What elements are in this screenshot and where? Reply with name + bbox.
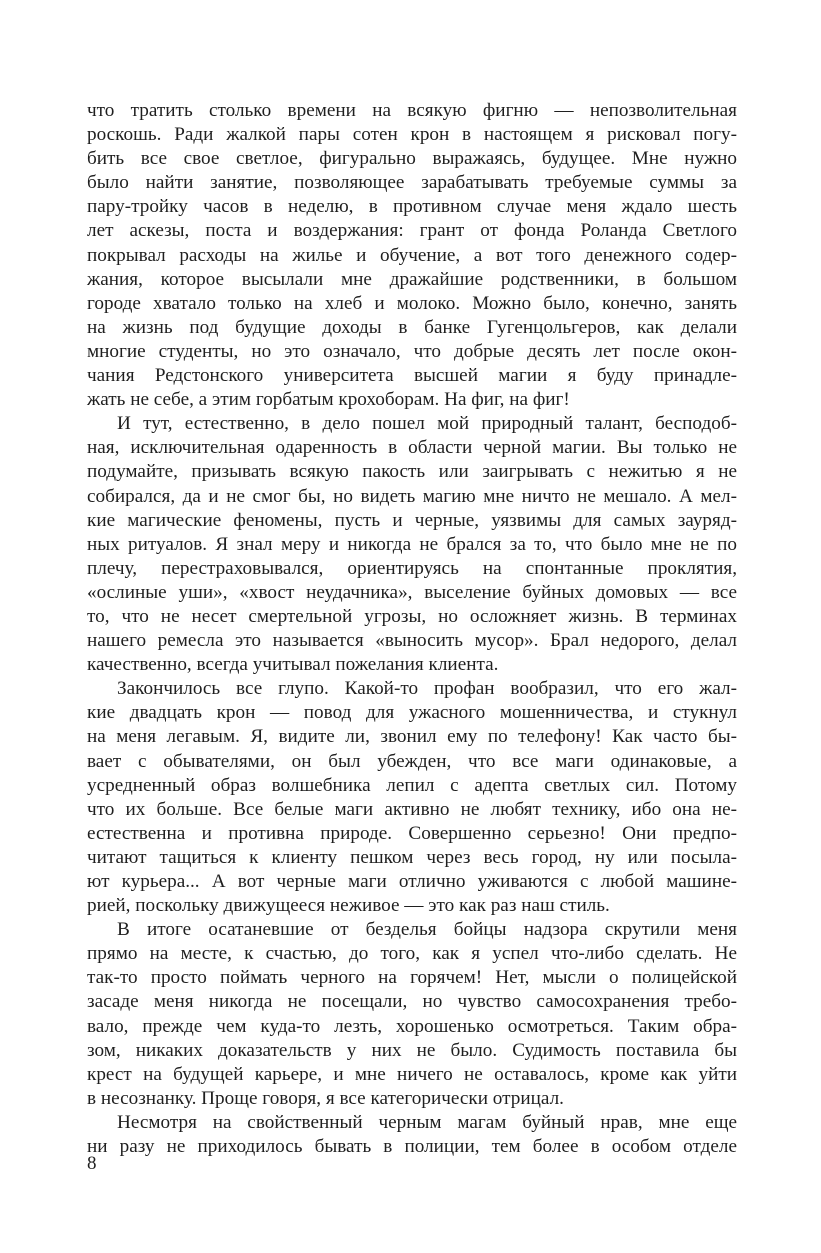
text-line: так-то просто поймать черного на горячем! Нет, мысли о полицейской <box>87 967 737 989</box>
text-line: пару-тройку часов в неделю, в противном случае меня ждало шесть <box>87 196 737 218</box>
text-line: плечу, перестраховывался, ориентируясь на спонтанные проклятия, <box>87 557 737 579</box>
page-number: 8 <box>87 1153 97 1174</box>
text-line: крест на будущей карьере, и мне ничего не оставалось, кроме как уйти <box>87 1063 737 1085</box>
text-line: «ослиные уши», «хвост неудачника», выселение буйных домовых — все <box>87 581 737 603</box>
text-line: ют курьера... А вот черные маги отлично уживаются с любой машине- <box>87 871 737 892</box>
text-line: покрывал расходы на жилье и обучение, а вот того денежного содер- <box>87 244 737 266</box>
text-line: усредненный образ волшебника лепил с адепта светлых сил. Потому <box>87 774 737 796</box>
text-line: ных ритуалов. Я знал меру и никогда не брался за то, что было мне не по <box>87 533 737 555</box>
text-line: собирался, да и не смог бы, но видеть магию мне ничто не мешало. А мел- <box>87 485 737 507</box>
text-line: ная, исключительная одаренность в области черной магии. Вы только не <box>87 437 737 459</box>
text-line: жать не себе, а этим горбатым крохоборам. На фиг, на фиг! <box>87 389 570 411</box>
text-line: вало, прежде чем куда-то лезть, хорошенько осмотреться. Таким обра- <box>87 1015 737 1037</box>
paragraph <box>87 677 737 918</box>
text-line: зом, никаких доказательств у них не было. Судимость поставила бы <box>87 1039 737 1061</box>
text-line: роскошь. Ради жалкой пары сотен крон в настоящем я рисковал погу- <box>87 124 737 146</box>
text-line: засаде меня никогда не посещали, но чувство самосохранения требо- <box>87 991 737 1013</box>
text-line: В итоге осатаневшие от безделья бойцы надзора скрутили меня <box>117 919 737 941</box>
body-text <box>87 99 737 1159</box>
text-line: было найти занятие, позволяющее зарабатывать требуемые суммы за <box>87 172 737 194</box>
text-line: кие двадцать крон — повод для ужасного мошенничества, и стукнул <box>87 702 737 724</box>
text-line: бить все свое светлое, фигурально выражаясь, будущее. Мне нужно <box>87 148 737 170</box>
paragraph <box>87 1111 737 1159</box>
text-line: на меня легавым. Я, видите ли, звонил ему по телефону! Как часто бы- <box>87 726 737 748</box>
text-line: лет аскезы, поста и воздержания: грант от фонда Роланда Светлого <box>87 220 737 242</box>
text-line: в несознанку. Проще говоря, я все категорически отрицал. <box>87 1087 564 1109</box>
text-line: что тратить столько времени на всякую фигню — непозволительная <box>87 100 737 121</box>
text-line: нашего ремесла это называется «выносить мусор». Брал недорого, делал <box>87 630 737 652</box>
text-line: Закончилось все глупо. Какой-то профан вообразил, что его жал- <box>117 678 737 700</box>
text-line: что их больше. Все белые маги активно не любят технику, ибо она не- <box>87 798 737 820</box>
text-line: многие студенты, но это означало, что добрые десять лет после окон- <box>87 340 737 362</box>
text-line: качественно, всегда учитывал пожелания клиента. <box>87 654 499 676</box>
paragraph <box>87 412 737 677</box>
text-line: Несмотря на свойственный черным магам буйный нрав, мне еще <box>117 1111 737 1133</box>
text-line: вает с обывателями, он был убежден, что все маги одинаковые, а <box>87 750 737 772</box>
text-line: естественна и противна природе. Совершенно серьезно! Они предпо- <box>87 822 737 844</box>
text-line: ни разу не приходилось бывать в полиции, тем более в особом отделе <box>87 1136 737 1158</box>
text-line: городе хватало только на хлеб и молоко. Можно было, конечно, занять <box>87 292 737 314</box>
text-line: на жизнь под будущие доходы в банке Гугенцольгеров, как делали <box>87 316 737 338</box>
paragraph <box>87 918 737 1111</box>
text-line: И тут, естественно, в дело пошел мой природный талант, бесподоб- <box>117 413 737 435</box>
text-line: то, что не несет смертельной угрозы, но осложняет жизнь. В терминах <box>87 605 737 627</box>
text-line: кие магические феномены, пусть и черные, уязвимы для самых зауряд- <box>87 509 737 531</box>
text-line: рией, поскольку движущееся неживое — это как раз наш стиль. <box>87 895 610 917</box>
text-line: подумайте, призывать всякую пакость или заигрывать с нежитью я не <box>87 461 737 483</box>
text-line: чания Редстонского университета высшей магии я буду принадле- <box>87 365 737 387</box>
text-line: прямо на месте, к счастью, до того, как я успел что-либо сделать. Не <box>87 943 737 965</box>
text-line: жания, которое высылали мне дражайшие родственники, в большом <box>87 268 737 290</box>
text-line: читают тащиться к клиенту пешком через весь город, ну или посыла- <box>87 846 737 868</box>
paragraph <box>87 99 737 412</box>
